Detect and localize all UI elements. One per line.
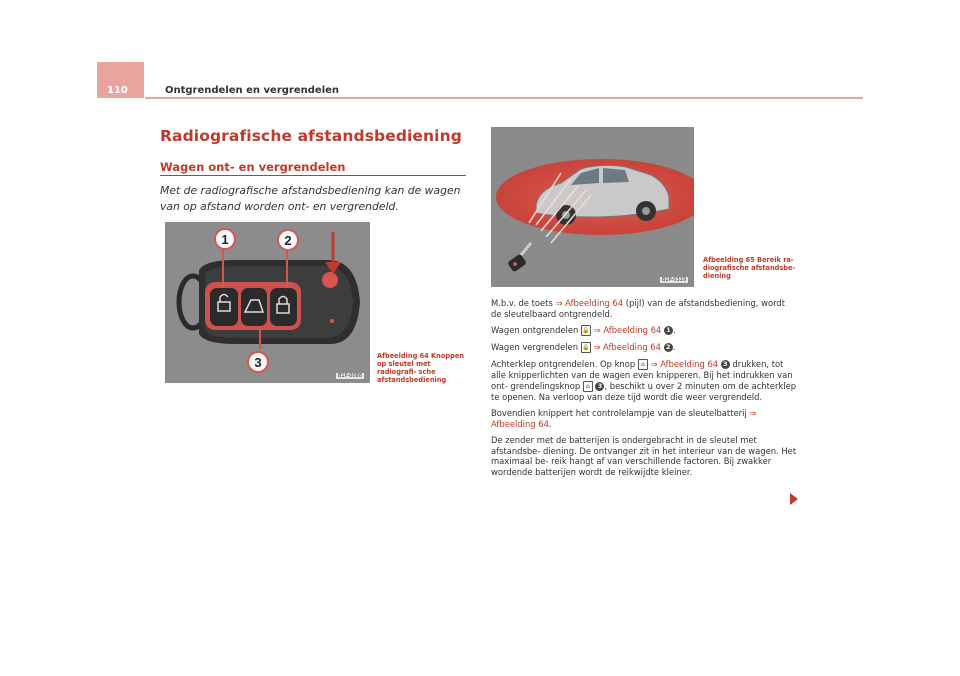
p1-text-b: (pijl) van de afstandsbediening, wordt de sleutelbaard ontgrendeld.	[491, 298, 786, 319]
p5-text-a: Bovendien knippert het controlelampje van de sleutelbatterij	[491, 408, 750, 418]
subsection-title: Wagen ont- en vergrendelen	[160, 160, 346, 174]
p2-text-a: Wagen ontgrendelen	[491, 325, 581, 335]
ref-afbeelding-64[interactable]: ⇒ Afbeelding 64	[593, 325, 662, 335]
paragraph-4	[491, 359, 797, 402]
lock-key-icon: 🔒	[581, 344, 590, 351]
paragraph-3: Wagen vergrendelen 🔒 ⇒ Afbeelding 64 2 .	[491, 342, 676, 352]
figure-64-code: B1P-0088	[337, 373, 362, 379]
running-header-title: Ontgrendelen en vergrendelen	[165, 85, 340, 96]
p5-text-b: .	[548, 418, 552, 429]
callout-1: 1	[221, 232, 229, 247]
callout-badge-3b: 3	[595, 382, 604, 391]
p3-text-a: Wagen vergrendelen	[491, 342, 581, 352]
header-rule	[145, 97, 863, 99]
paragraph-2: Wagen ontgrendelen 🔓 ⇒ Afbeelding 64 1 .	[491, 325, 676, 335]
callout-badge-1: 1	[664, 326, 673, 335]
intro-text: Met de radiografische afstandsbediening kan de wagen van op afstand worden ont- en vergrendeld.	[160, 184, 461, 213]
trunk-key-icon: ⌂	[583, 381, 593, 392]
callout-2: 2	[284, 233, 292, 248]
paragraph-5	[491, 408, 797, 429]
subsection-rule	[160, 175, 466, 176]
ref-afbeelding-64[interactable]: ⇒ Afbeelding 64	[593, 342, 661, 352]
figure-64-caption: Afbeelding 64 Knoppen op sleutel met radiografi- sche afstandsbediening	[377, 352, 464, 384]
paragraph-1	[491, 298, 797, 319]
next-page-arrow-icon[interactable]	[790, 493, 798, 505]
unlock-key-icon: 🔓	[582, 327, 590, 334]
page-number: 110	[107, 85, 128, 96]
callout-badge-2: 2	[664, 343, 673, 352]
figure-65-range	[491, 127, 694, 287]
section-title: Radiografische afstandsbediening	[160, 127, 462, 145]
trunk-key-icon: ⌂	[638, 359, 648, 370]
figure-64-key-fob	[165, 222, 370, 383]
ref-afbeelding-64[interactable]: ⇒ Afbeelding 64	[491, 408, 757, 429]
ref-afbeelding-64[interactable]: ⇒ Afbeelding 64	[650, 359, 719, 369]
p1-text-a: M.b.v. de toets	[491, 298, 556, 308]
callout-3: 3	[254, 355, 262, 370]
callout-badge-3: 3	[721, 360, 730, 369]
ref-afbeelding-64[interactable]: ⇒ Afbeelding 64	[555, 298, 624, 308]
p4-text-b: drukken, tot alle knipperlichten van de wagen even knipperen. Bij het indrukken van ont- grendelingsknop	[491, 359, 793, 391]
p4-text-a: Achterklep ontgrendelen. Op knop	[491, 359, 638, 369]
figure-65-caption: Afbeelding 65 Bereik ra- diografische afstandsbe- diening	[703, 256, 796, 280]
figure-65-code: B1P-0319	[661, 277, 686, 283]
paragraph-6: De zender met de batterijen is ondergebracht in de sleutel met afstandsbe- diening. De ontvanger zit in het interieur van de wagen. Het maximaal be- reik hangt af van verschillende factoren. Bij zwakker wordende batterijen wordt de reikwijdte kleiner.	[491, 435, 797, 477]
body-text	[491, 298, 797, 483]
p4-text-c: , beschikt u over 2 minuten om de achterklep te openen. Na verloop van deze tijd wordt die weer vergrendeld.	[491, 380, 797, 402]
